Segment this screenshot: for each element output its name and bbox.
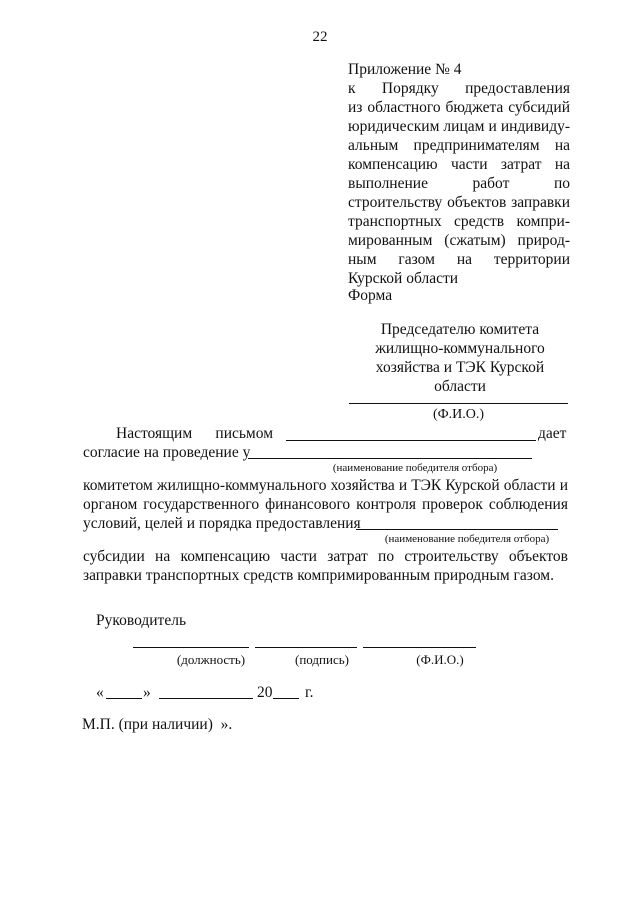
winner-caption: (наименование победителя отбора) xyxy=(332,462,498,474)
addressee-line: Председателю комитета xyxy=(380,321,540,338)
date-year-suffix: г. xyxy=(305,684,314,701)
sender-name-line[interactable] xyxy=(286,440,536,441)
letter-line2-left: согласие на проведение у xyxy=(83,444,251,461)
head-label: Руководитель xyxy=(96,612,187,629)
date-open-quote: « xyxy=(96,684,104,701)
letter-line5-left: условий, целей и порядка предоставления xyxy=(83,515,361,532)
date-day-line[interactable] xyxy=(106,698,142,699)
appendix-line: строительству объектов заправки xyxy=(348,194,570,211)
letter-line4: органом государственного финансового контроля проверок соблюдения xyxy=(83,496,568,513)
appendix-line: юридическим лицам и индивиду- xyxy=(348,118,570,135)
addressee-line: жилищно-коммунального xyxy=(375,340,545,357)
position-line[interactable] xyxy=(133,647,249,648)
page-number: 22 xyxy=(312,29,328,45)
appendix-line: ным газом на территории xyxy=(348,251,570,268)
addressee-fio-line[interactable] xyxy=(349,403,568,404)
winner-caption-2: (наименование победителя отбора) xyxy=(384,533,550,545)
winner-name-line[interactable] xyxy=(248,458,532,459)
letter-line6: субсидии на компенсацию части затрат по строительству объектов xyxy=(83,548,568,565)
addressee-line: области xyxy=(434,378,486,395)
appendix-line: мированным (сжатым) природ- xyxy=(348,232,570,249)
addressee-fio-caption: (Ф.И.О.) xyxy=(432,407,485,422)
appendix-line: транспортных средств компри- xyxy=(348,213,570,230)
fio-line[interactable] xyxy=(363,647,476,648)
letter-line1-left: Настоящим письмом xyxy=(116,425,274,442)
letter-line1-right: дает xyxy=(538,425,567,442)
letter-line3: комитетом жилищно-коммунального хозяйства и ТЭК Курской области и xyxy=(83,477,568,494)
appendix-line: из областного бюджета субсидий xyxy=(348,99,570,116)
signature-caption: (подпись) xyxy=(295,652,349,667)
appendix-line: Курской области xyxy=(348,270,459,287)
date-month-line[interactable] xyxy=(159,698,253,699)
letter-line7: заправки транспортных средств компримированным природным газом. xyxy=(83,567,554,584)
appendix-line: выполнение работ по xyxy=(348,175,570,192)
fio-caption: (Ф.И.О.) xyxy=(416,652,464,667)
date-close-quote: » xyxy=(143,684,151,701)
appendix-line: альным предпринимателям на xyxy=(348,137,570,154)
winner-name-line-2[interactable] xyxy=(356,529,558,530)
addressee-line: хозяйства и ТЭК Курской xyxy=(375,359,545,376)
date-year-prefix: 20 xyxy=(257,684,273,701)
date-year-line[interactable] xyxy=(273,698,299,699)
stamp-note: М.П. (при наличии) ». xyxy=(82,716,233,733)
appendix-line: компенсацию части затрат на xyxy=(348,156,570,173)
signature-line[interactable] xyxy=(255,647,357,648)
position-caption: (должность) xyxy=(176,652,246,667)
form-label: Форма xyxy=(348,287,393,304)
appendix-line: к Порядку предоставления xyxy=(348,80,570,97)
appendix-title: Приложение № 4 xyxy=(348,61,462,78)
